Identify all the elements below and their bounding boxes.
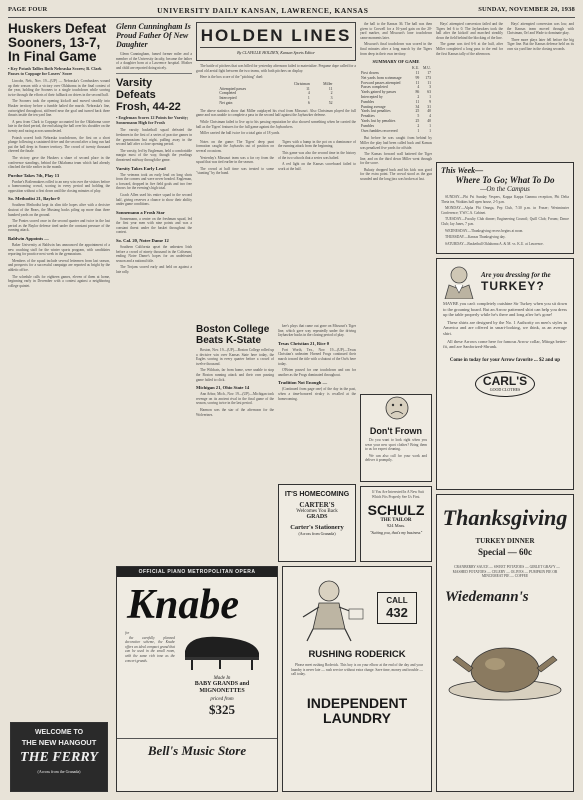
huskers-article: Lincoln, Neb., Nov. 19—(UP) — Nebraska's Cornhuskers wound up their season with a victory over Oklahoma in the final contest of the year, holding the Sooners to a single touchdown while scoring twice through the efforts of their fullback on drives in the second half. The Sooners took the opening kickoff and moved steadily into Husker territory before a fumble halted the march. Nebraska's line, outweighed throughout, stiffened near the goal and turned back three thrusts inside the ten yard line. A pass from Clark to Coppage accounted for the Oklahoma score late in the third period, the end taking the ball over his shoulder on the twenty and racing across unmolested. Potash scored both Nebraska touchdowns, the first on a short plunge following a sustained drive and the second after a long run had put the ball deep in Sooner territory. The crowd of twenty thousand cheered the finale. The victory gave the Huskers a share of second place in the conference standings, behind the Oklahoma team which had already clinched the title earlier in the month. [8, 79, 110, 170]
table-row: Intercepted by 2 1 [361, 94, 431, 99]
pitching-duel-table [218, 82, 333, 106]
holden-lines-box [196, 22, 356, 61]
newspaper-title: UNIVERSITY DAILY KANSAN, LAWRENCE, KANSAS [157, 6, 369, 15]
grand-piano-icon [179, 631, 265, 671]
turkey-question: Are you dressing for the [481, 271, 551, 279]
dateline: Lincoln, Neb., Nov. 19—(UP) [12, 79, 58, 83]
thanksgiving-menu: CRANBERRY SAUCE — SWEET POTATOES — GIBLET GRAVY — MASHED POTATOES — CELERY — OLIVES — PUMPKIN PIE OR MINCEMEAT PIE — COFFEE [452, 565, 560, 579]
texas-subhead: Texas Christian 21, Rice 0 [278, 340, 329, 346]
page-number: PAGE FOUR [8, 6, 48, 13]
stats-header-miller: Miller [323, 81, 333, 86]
turkey-body: MAYBE you can't completely outshine Sir Turkey when you sit down to the groaning board. But an Arrow patterned shirt can help you dress up the table properly while he's there and long after he's gone! [443, 301, 567, 318]
game-cont-cols [436, 22, 574, 58]
table-row: Fumbles 11 9 [361, 99, 431, 104]
baldwin-subhead: Baldwin Appoints — [8, 236, 49, 242]
homecoming-stationery: Carter's Stationery [290, 524, 344, 531]
tradition-article: (Continued from page one) of the day in the past, when a time-honored rivalry is recalled at the homecoming. [278, 387, 356, 401]
varsity-article: The varsity basketball squad defeated the freshmen in the first of a series of practice games in the gymnasium last night, pulling away in the second half after a close opening period. The varsity, led by Engleman, held a comfortable margin most of the way, though the yearlings threatened midway through the game. [116, 128, 192, 162]
table-row: Own fumbles recovered 1 1 [361, 128, 431, 133]
homecoming-grads: GRADS [306, 514, 328, 520]
summary-table [360, 66, 432, 133]
stats-header-christman: Christman [293, 81, 310, 86]
table-row: Attempted passes 11 11 [219, 86, 333, 91]
arrow-shirt-man-icon [441, 265, 477, 299]
holden-right-notes: Tigers with a hump in the pot on a dominance of the running attack from the beginning. This game was also the second time in the history of the two schools that a series was halted. A red light on the Kansas scoreboard failed to work at the half. [278, 139, 356, 171]
game-cont-left: Hays' attempted conversion failed and the Tigers led 6 to 0. The Jayhawkers took the ball after the kickoff and marched steadily down the field behind the blocking of the line. The game was tied 6-6 at the half, after Miller completed a long pass to the end for the first Kansas tally of the afternoon. [436, 22, 503, 56]
column-sports-1 [8, 22, 110, 718]
homecoming-welcomes: Welcomes You Back [296, 509, 338, 514]
michigan-subhead: Michigan 21, Ohio State 14 [196, 385, 250, 391]
issue-date: SUNDAY, NOVEMBER 20, 1938 [478, 6, 575, 13]
summary-header-mu: M.U. [422, 66, 431, 71]
table-row: Yards lost by penalties 25 40 [361, 118, 431, 123]
dont-frown-title: Don't Frown [369, 426, 423, 436]
turkey-heading [477, 271, 569, 293]
thanksgiving-ad [436, 494, 574, 792]
ferry-name: THE FERRY [20, 750, 98, 765]
ferry-location: (Across from the Granada) [37, 769, 81, 774]
frowning-face-icon [361, 395, 432, 421]
knabe-header: OFFICIAL PIANO METROPOLITAN OPERA [117, 567, 277, 577]
ferry-hangout: THE NEW HANGOUT [21, 738, 97, 747]
dont-frown-body: Do you want to look right when you wear your new sport clothes? Bring them to us for expert cleaning. We can also call for your work and deliver it promptly. [365, 438, 427, 463]
knabe-logo: Knabe [127, 582, 240, 628]
knabe-priced-from: priced from [210, 697, 234, 702]
schulz-tailor-ad [360, 486, 432, 562]
thanksgiving-title: Thanksgiving [442, 505, 568, 530]
holden-intro: Here is the box score of the "pitching" duel: [200, 75, 264, 80]
table-row: Completed 4 2 [219, 91, 333, 96]
masthead [8, 6, 575, 18]
cunningham-headline: Glenn Cunningham Is Proud Father Of New Daughter [116, 22, 191, 49]
purdue-subhead: Purdue Takes 7th, Play 13 [8, 172, 60, 178]
homecoming-ad [278, 484, 356, 562]
schulz-tagline: "Suiting you, that's my business" [369, 530, 423, 536]
holden-byline: By CLAVELLE HOLDEN, Kansan Sports Editor [237, 50, 315, 55]
boston-article: Boston, Nov. 19—(UP)—Boston College rolled up a decisive win over Kansas State here today, the Eagles scoring in every quarter before a crowd of twelve thousand. The Wildcats, far from home, were unable to stop the Boston running attack and their own passing game failed to click. [196, 348, 274, 382]
huskers-headline: Huskers Defeat Sooners, 13-7, In Final Game [8, 22, 107, 64]
call-block [369, 573, 425, 643]
homecoming-carters: CARTER'S [299, 501, 335, 509]
arrow-turkey-ad [436, 258, 574, 490]
knabe-for: for [125, 631, 130, 635]
this-week-listing: SUNDAY—Phi Psi Sunday Vespers, Kappa Kappa Gamma reception, Phi Delta Theta tea, Watkins hall open house, 2-5 p.m. MONDAY—Alpha Phi Omega, Pep Club, 7:30 p.m. in Fraser; Westminster Conference; Y.W.C.A. Cabinet. TUESDAY—Faculty Club dinner; Engineering Council; Quill Club; Forum; Dance Club; Jay Janes, 7 p.m. WEDNESDAY—Thanksgiving recess begins at noon. THURSDAY—Kansas Thanksgiving day. SATURDAY—Basketball Oklahoma A. & M. vs. K.U. at Lawrence. [441, 195, 569, 246]
column-game-cont [436, 22, 574, 162]
rushing-roderick-title: RUSHING RODERICK [308, 649, 406, 660]
table-row: Yards lost penalties 25 40 [361, 109, 431, 114]
michigan-article: Ann Arbor, Mich., Nov. 19—(UP)—Michigan took revenge on its ancient rival in the final game of the season, scoring twice in the last period. Harmon was the star of the afternoon for the Wolverines. [196, 392, 274, 417]
early-lead-article: The veterans took an early lead on long shots from the corners and were never headed. Engleman, a forward, dropped in five field goals and two free throws for the evening's high total. Coach Allen used his entire squad in the second half, giving reserves a chance to show their ability under game conditions. [116, 172, 192, 207]
holden-article: The battle of pitchers that was billed for yesterday afternoon failed to materialize. Pregame dope called for a good old aerial fight between the two teams, with both pitchers on display. Here is the box score of the "pitching" duel: [196, 64, 356, 80]
game-article: the ball to the Kansas 36. The ball was then given to Crowell for a 16-yard gain on the 20-yard marker, and Missouri's lone touchdown came moments later. Missouri's final touchdown was scored in the final minutes after a long march by the Tigers from deep in their own territory. [360, 22, 432, 56]
carls-sub: GOOD CLOTHES [489, 387, 521, 393]
frosh-star-subhead: Sonnemann a Frosh Star [116, 209, 165, 215]
column-game-summary [360, 22, 432, 392]
holden-article-cont: The above statistics show that Miller outplayed his rival from Missouri. Also Christman played the full game and was unable to complete a pass in the second half against the Jayhawker defense. While Christman failed to live up to his passing reputation he also showed something when he carried the ball as the Tigers' features for the full game against the Jayhawkers. Miller carried the ball twice for a total gain of 18 yards. [196, 108, 356, 136]
table-row: Intercepted 1 3 [219, 96, 333, 101]
cunningham-article: Glenn Cunningham, famed former miler and a member of the University faculty, became the father of a daughter born at a Lawrence hospital. Mother and child are reported doing nicely. [116, 52, 192, 70]
purdue-article: Purdue's Boilermakers rolled to an easy win over the visitors before a homecoming crowd, scoring in every period and holding the opposition without a first down until the closing minutes of play. [8, 179, 110, 193]
homecoming-location: (Across from Granada) [298, 531, 336, 536]
turkey-body-2: These shirts are designed by the No. 1 Authority on men's styles in America and are offered in smart-looking, we think, as an average shirt. All these Arrows come here for famous Arrow collar, Mitoga better-fit, and are Sanforized-Shrunk. [443, 319, 567, 350]
game-cont-right: Hays' attempted conversion was low, and the Kansas team moved through with Christman, Orf and Wade to dominate play. Three more plays later fell before the big Tiger line. But the Kansas defense held on its own six yard line in the closing seconds. [507, 22, 574, 51]
laundry-name-line2: LAUNDRY [323, 709, 391, 726]
turkey-word: TURKEY? [481, 279, 545, 293]
rushing-roderick-illustration-icon [289, 573, 369, 643]
table-row: First downs 11 17 [361, 70, 431, 75]
turkey-price: Come in today for your Arrow favorite ... $2 and up [449, 357, 561, 363]
summary-header-ku: K.U. [411, 66, 420, 71]
holden-lines-title: HOLDEN LINES [200, 26, 352, 48]
frosh-star-article: Sonnemann, a center on the freshman squad, led the first year men with nine points and was a constant threat under the basket throughout the contest. [116, 216, 192, 235]
wiedemanns-name: Wiedemann's [445, 588, 529, 605]
table-row: Penalties 5 4 [361, 114, 431, 119]
schulz-name: SCHULZ [367, 502, 425, 519]
texas-article: Fort Worth, Tex., Nov. 19—(UP)—Texas Christian's unbeaten Horned Frogs continued their march toward the title with a shutout of the Owls here today. O'Brien passed for one touchdown and ran for another as the Frogs dominated throughout. [278, 347, 356, 377]
varsity-subhead: • Engleman Scores 12 Points for Varsity; Sonnemann High for Frosh [116, 115, 189, 126]
game-article-cont: But before he was caught from behind by Miller the play had been called back and Kansas was penalized five yards for offside. The Kansas forward wall battered the Tiger line, and on the third down Miller went through for the score. Bukaty dropped back and his kick was good for the extra point. The crowd stood as the gun sounded and the long jinx was broken at last. [360, 136, 432, 182]
turkey-platter-icon [437, 610, 573, 710]
holden-two-col [196, 140, 356, 178]
turkey-dinner: TURKEY DINNER [475, 537, 535, 545]
schulz-sub: THE TAILOR [380, 518, 412, 524]
baldwin-article: Baker University at Baldwin has announced the appointment of a new coaching staff for the winter sports program, with candidates reporting for practice next week in the gymnasium. Members of the squad include several lettermen from last season, and prospects for a successful campaign are reported as bright by the athletic office. The schedule calls for eighteen games, eleven of them at home, beginning early in December with a contest against a neighboring college quintet. [8, 243, 110, 288]
carls-name: CARL'S [482, 374, 528, 389]
call-number: 432 [386, 605, 408, 620]
boston-headline: Boston College Beats K-State [196, 324, 270, 346]
column-sports-2 [116, 22, 192, 562]
table-row: Net yards from scrimmage 99 173 [361, 75, 431, 80]
knabe-piano-ad [116, 566, 278, 792]
holden-lines-column [196, 22, 356, 322]
ferry-welcome: WELCOME TO [34, 729, 84, 736]
ferry-ad [10, 722, 108, 792]
knabe-models: BABY GRANDS and MIGNONETTES [194, 681, 250, 694]
schulz-address: 924 Mass. [386, 523, 406, 529]
smu-article: Southern Methodist kept its slim title hopes alive with a decisive shutout of the Bears, the Mustang backs piling up more than three hundred yards on the ground. The Ponies scored once in the second quarter and twice in the last period as the Baylor defense tired under the constant pressure of the running attack. [8, 203, 110, 233]
table-row: Net gain 6 52 [219, 100, 333, 105]
socal-subhead: So. Cal. 20, Notre Dame 12 [116, 238, 169, 244]
knabe-copy: for the carefully planned decorative scheme, the Knabe offers an ideal compact grand that can be used in the small room, with the same rich tone as the concert grands. [125, 631, 175, 663]
schulz-body: If You Are Interested In A New Suit Which Fits Properly See Us First. [371, 490, 424, 499]
missouri-article: kee's plays that came out gone on Missouri's Tiger line, which gave way repeatedly under the driving Jayhawker backs in the closing period of play. [278, 324, 356, 338]
knabe-price: $325 [209, 702, 235, 717]
this-week-title: This Week— [441, 166, 484, 175]
carls-logo [475, 371, 535, 397]
bells-music-store: Bell's Music Store [117, 738, 277, 759]
column-boston [196, 324, 274, 554]
varsity-headline: Varsity Defeats Frosh, 44-22 [116, 77, 181, 114]
table-row: Fumbles 2 1 [361, 123, 431, 128]
this-week-subtitle: Where To Go; What To Do [455, 175, 555, 185]
homecoming-title: IT'S HOMECOMING [284, 491, 350, 498]
tradition-subhead: Tradition Not Enough — [278, 380, 328, 386]
table-row: Forward passes attempted 11 11 [361, 80, 431, 85]
summary-title: SUMMARY OF GAME [372, 59, 420, 65]
dont-frown-ad [360, 394, 432, 482]
independent-laundry-ad [282, 566, 432, 792]
call-label: CALL [386, 596, 408, 605]
socal-article: Southern California upset the unbeaten Irish before a crowd of ninety thousand in the Coliseum, ending Notre Dame's hopes for an undefeated season and a national title. The Trojans scored early and held on against a late rally. [116, 245, 192, 275]
call-box [377, 592, 417, 624]
knabe-body-row [117, 627, 277, 722]
holden-left-notes: Notes on the game: The Tigers' deep punt formation caught the Jayhawks out of position on several occasions. Yesterday's Missouri team was a far cry from the squad that was tied earlier in the season. The crowd at half time was treated to some "stunting" by the band. [196, 139, 274, 176]
laundry-top [289, 573, 425, 643]
turkey-header [441, 265, 569, 299]
smu-subhead: So. Methodist 21, Baylor 0 [8, 196, 60, 202]
table-row: Yards gained by passes 86 63 [361, 90, 431, 95]
knabe-made-in: Made In [213, 676, 231, 681]
huskers-subhead: • Key Potash Tallies Both Nebraska Scores; B. Clark Passes to Coppage for Losers' Score [8, 66, 102, 76]
this-week-campus: —On the Campus [480, 185, 530, 193]
this-week-box [436, 162, 574, 254]
early-lead-subhead: Varsity Takes Early Lead [116, 165, 166, 171]
table-row: Punting average 34 31 [361, 104, 431, 109]
laundry-name-line1: INDEPENDENT [306, 694, 408, 711]
knabe-price-block [175, 631, 269, 718]
rushing-roderick-body: Please meet rushing Roderick. This boy is on your elbow at the end of the day and your laundry is never late — rush service without extra charge. Save time, money and trouble — call today. [291, 663, 423, 677]
table-row: Passes completed 4 3 [361, 85, 431, 90]
dinner-price: Special — 60c [478, 547, 532, 557]
